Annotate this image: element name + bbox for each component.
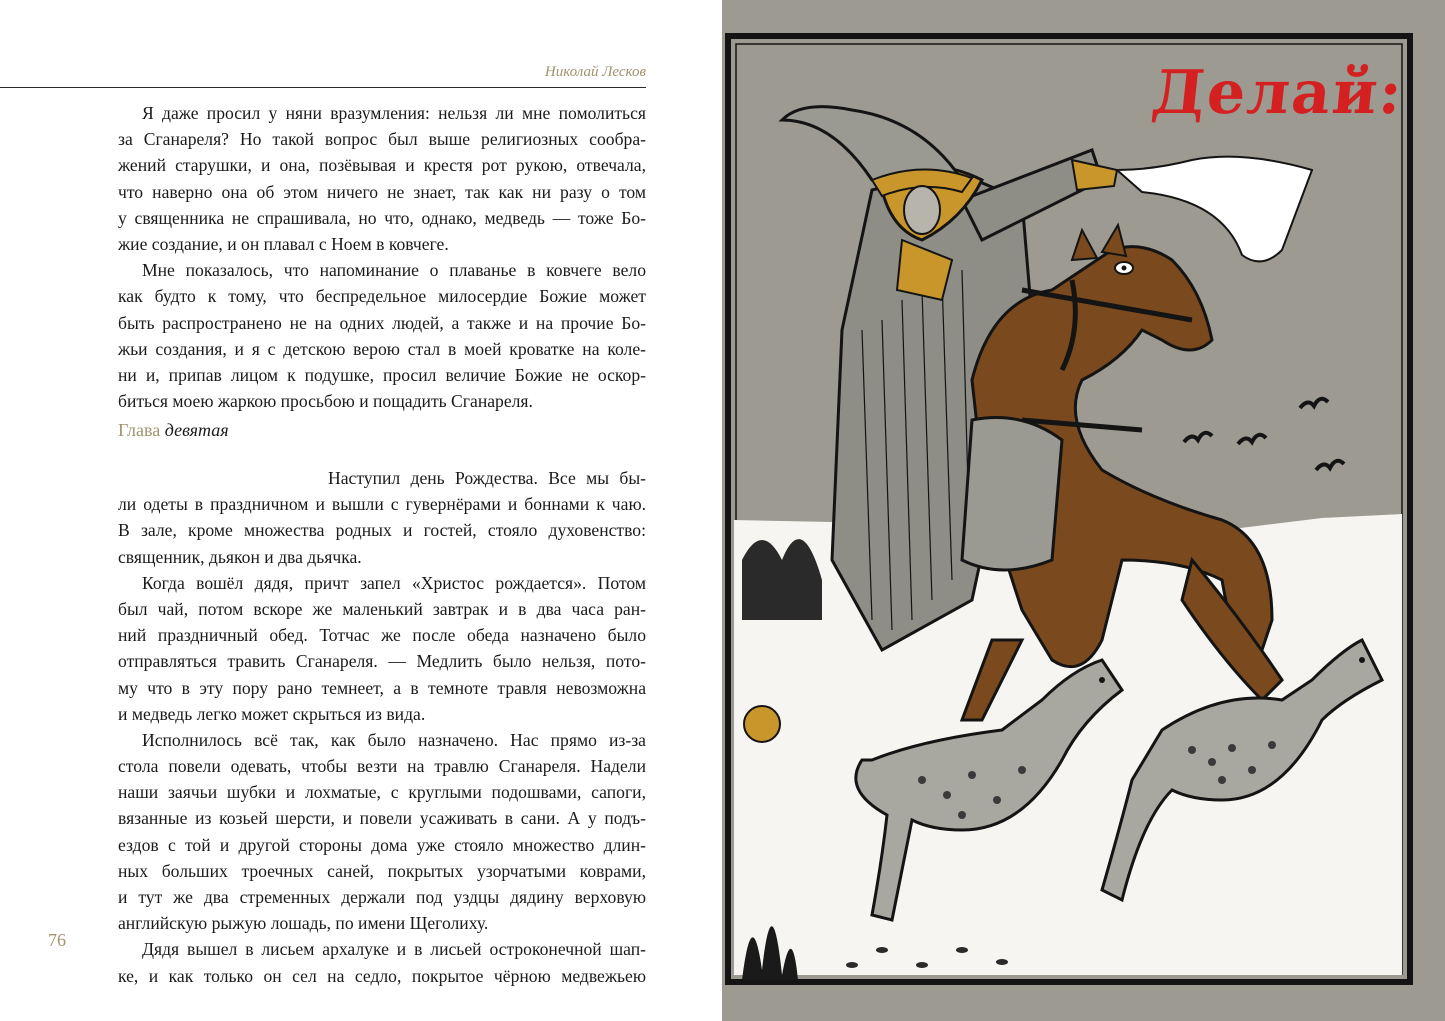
text-line: ни и, припав лицом к подушке, просил величие Божие не оскор- (118, 364, 646, 385)
text-line: Наступил день Рождества. Все мы бы- (328, 468, 646, 488)
text-block-bottom (118, 465, 646, 989)
text-line: наши заячьи шубки и лохматые, с круглыми подошвами, сапоги, (118, 782, 646, 803)
running-head: Николай Лесков (544, 64, 646, 80)
text-line: как будто к тому, что беспредельное милосердие Божие может (118, 286, 646, 307)
text-line: Исполнилось всё так, как было назначено. Нас прямо из-за (142, 729, 646, 750)
text-line: Когда вошёл дядя, причт запел «Христос рождается». Потом (142, 572, 646, 593)
text-line: ных больших троечных саней, покрытых узорчатыми коврами, (118, 860, 646, 881)
text-line: английскую рыжую лошадь, по имени Щеголиху. (118, 913, 489, 934)
text-line: жие создание, и он плавал с Ноем в ковчеге. (118, 233, 449, 254)
chapter-number: девятая (164, 420, 229, 440)
page-number: 76 (48, 930, 66, 950)
text-line: за Сганареля? Но такой вопрос был выше религиозных сообра- (118, 129, 646, 150)
text-line: жьи создания, и я с детскою верою стал в моей кроватке на коле- (118, 338, 646, 359)
text-line: священник, дьякон и два дьячка. (118, 546, 362, 567)
text-line: ке, и как только он сел на седло, покрытое чёрною медвежьею (118, 965, 646, 986)
illustration-caption: Делай: (1148, 58, 1408, 128)
woodcut-illustration (722, 0, 1445, 1021)
text-line: Дядя вышел в лисьем архалуке и в лисьей остроконечной шап- (142, 939, 646, 960)
text-line: ездов с той и другой стороны дома уже стояло множество длин- (118, 834, 646, 855)
text-block-top (118, 100, 646, 414)
text-line: биться моею жаркою просьбою и пощадить Сганареля. (118, 391, 533, 412)
cat-face (744, 706, 780, 742)
text-line: что наверно она об этом ничего не знает, так как ни разу о том (118, 181, 646, 202)
header-rule (0, 87, 646, 88)
text-line: ли одеты в праздничном и вышли с гувернёрами и боннами к чаю. (118, 494, 646, 515)
chapter-word: Глава (118, 420, 161, 440)
text-line: ний праздничный обед. Тотчас же после обеда назначено было (118, 625, 646, 646)
text-line: жений старушки, и она, позёвывая и крестя рот рукою, отвечала, (118, 155, 646, 176)
text-line: Мне показалось, что напоминание о плаванье в ковчеге вело (142, 260, 646, 281)
text-line: быть распространено не на одних людей, а также и на прочие Бо- (118, 312, 646, 333)
right-page (722, 0, 1445, 1021)
text-line: был чай, потом вскоре же маленький завтрак и в два часа ран- (118, 598, 646, 619)
text-line: отправляться травить Сганареля. — Медлить было нельзя, пото- (118, 651, 646, 672)
text-line: В зале, кроме множества родных и гостей, стояло духовенство: (118, 520, 646, 541)
text-line: и медведь легко может скрыться из вида. (118, 703, 426, 724)
text-line: Я даже просил у няни вразумления: нельзя ли мне помолиться (142, 103, 646, 123)
chapter-heading (118, 420, 229, 441)
left-page (0, 0, 722, 1021)
text-line: стола повели одевать, чтобы везти на травлю Сганареля. Надели (118, 756, 646, 777)
text-line: и тут же два стременных держали под уздцы дядину верховую (118, 887, 646, 907)
text-line: му что в эту пору рано темнеет, а в темноте травля невозможна (118, 677, 646, 698)
text-line: вязанные из козьей шерсти, и повели усаживать в сани. А у подъ- (118, 808, 646, 829)
text-line: у священника не спрашивала, но что, однако, медведь — тоже Бо- (118, 207, 646, 228)
